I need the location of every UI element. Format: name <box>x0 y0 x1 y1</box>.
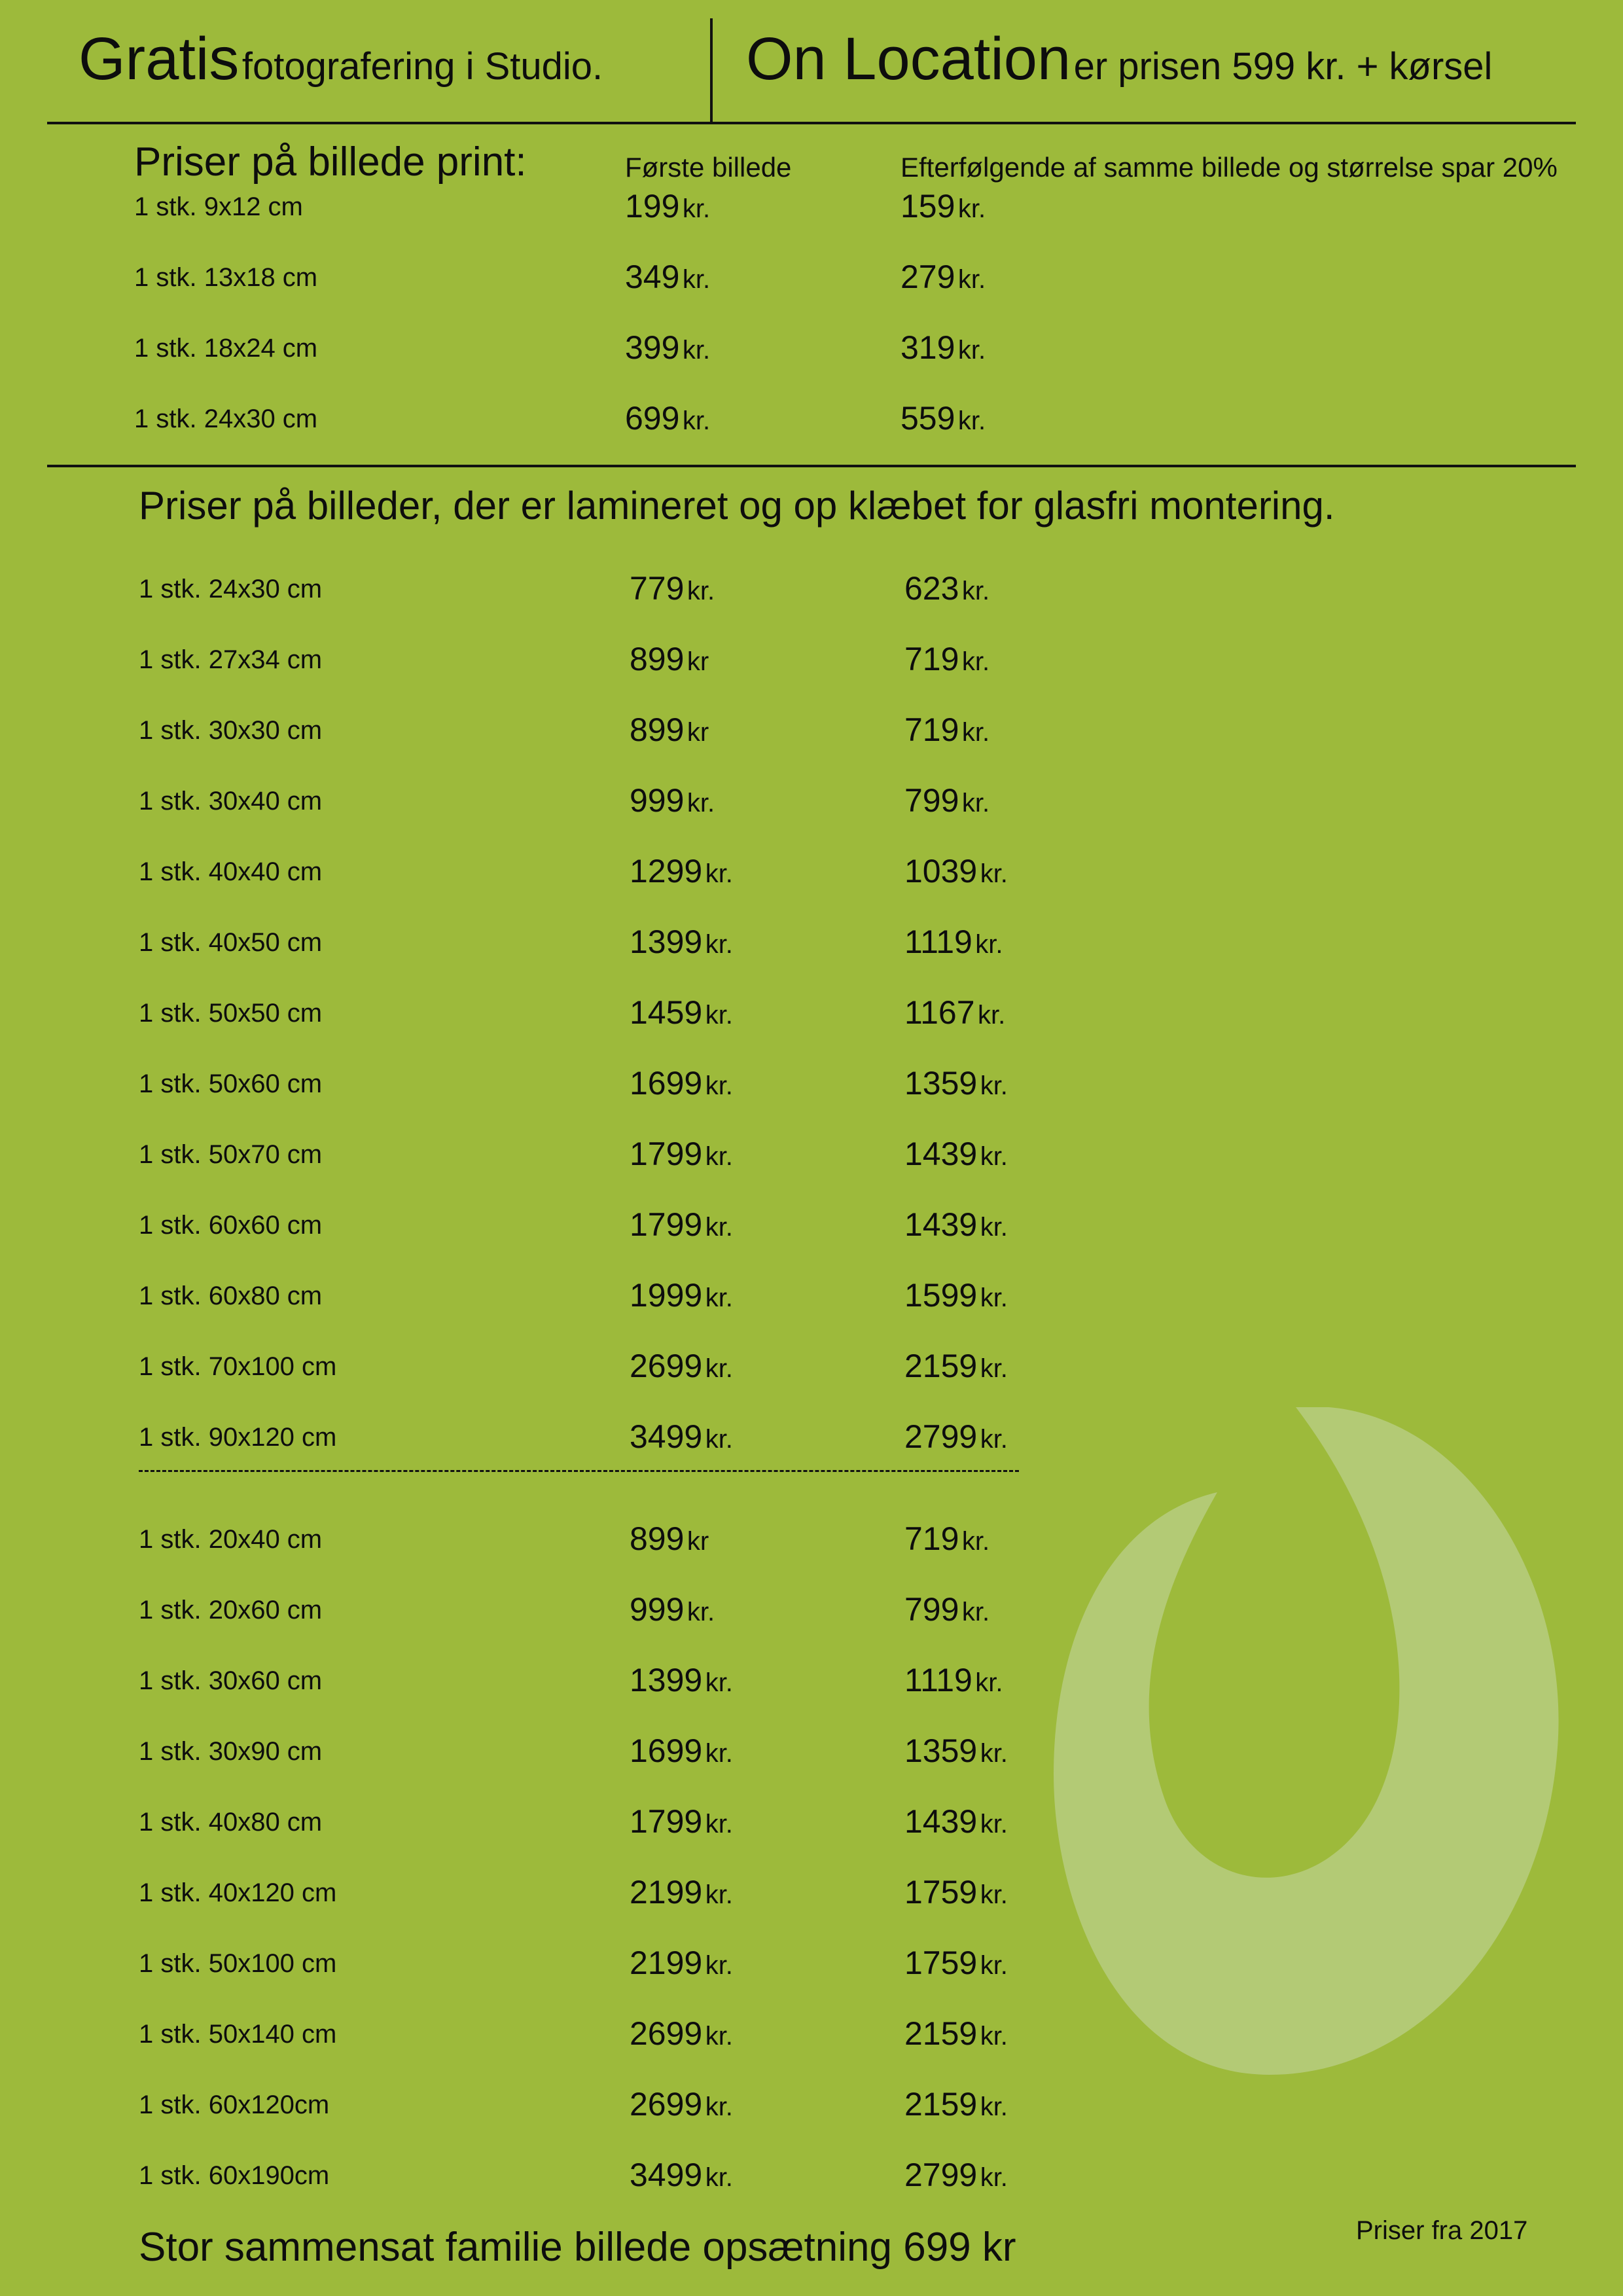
price-value: 399 <box>625 329 680 366</box>
price-unit: kr. <box>961 1527 990 1556</box>
price-value: 1459 <box>630 994 703 1031</box>
row-price-next <box>904 1135 1008 1173</box>
price-value: 1599 <box>904 1277 978 1314</box>
price-unit: kr. <box>705 1071 733 1100</box>
price-value: 719 <box>904 1520 959 1557</box>
price-unit: kr. <box>705 859 733 888</box>
row-size: 1 stk. 60x120cm <box>139 2090 330 2119</box>
price-unit: kr. <box>705 1880 733 1909</box>
footer-title: Stor sammensat familie billede opsætning 699 kr <box>139 2225 1016 2270</box>
price-value: 349 <box>625 259 680 295</box>
row-price-next <box>904 1418 1008 1456</box>
row-price-next <box>904 2015 1008 2053</box>
price-value: 719 <box>904 711 959 748</box>
row-size: 1 stk. 9x12 cm <box>134 192 303 221</box>
price-unit: kr. <box>682 336 711 365</box>
row-size: 1 stk. 50x50 cm <box>139 999 323 1028</box>
price-value: 1359 <box>904 1732 978 1769</box>
price-value: 623 <box>904 570 959 607</box>
row-price-first <box>630 1590 715 1628</box>
row-size: 1 stk. 30x60 cm <box>139 1666 323 1695</box>
price-value: 1759 <box>904 1874 978 1910</box>
price-value: 1439 <box>904 1206 978 1243</box>
row-price-first <box>630 1064 733 1102</box>
price-value: 199 <box>625 188 680 224</box>
price-unit: kr <box>687 1527 709 1556</box>
price-value: 699 <box>625 400 680 437</box>
price-value: 1299 <box>630 853 703 889</box>
dashed-separator <box>139 1470 1019 1472</box>
header-studio-big: Gratis <box>79 26 240 92</box>
price-value: 899 <box>630 711 685 748</box>
price-value: 2699 <box>630 2086 703 2123</box>
row-size: 1 stk. 40x40 cm <box>139 857 323 886</box>
price-value: 999 <box>630 1591 685 1628</box>
row-price-next <box>904 1590 990 1628</box>
price-unit: kr. <box>980 859 1008 888</box>
price-value: 1759 <box>904 1945 978 1981</box>
price-unit: kr. <box>705 1213 733 1242</box>
price-unit: kr. <box>977 1001 1006 1030</box>
logo-swirl <box>1054 1407 1571 2081</box>
price-value: 1399 <box>630 924 703 960</box>
footer-note: Priser fra 2017 <box>1356 2216 1528 2245</box>
price-value: 1439 <box>904 1136 978 1172</box>
row-price-first <box>630 923 733 961</box>
price-unit: kr. <box>980 1951 1008 1980</box>
price-unit: kr. <box>705 930 733 959</box>
price-value: 279 <box>901 259 955 295</box>
row-price-first <box>630 1135 733 1173</box>
price-unit: kr. <box>975 930 1003 959</box>
price-value: 1799 <box>630 1803 703 1840</box>
row-price-next <box>904 1732 1008 1770</box>
header-location-big: On Location <box>746 26 1071 92</box>
price-value: 719 <box>904 641 959 677</box>
price-unit: kr. <box>705 2163 733 2192</box>
row-price-first <box>630 1520 709 1558</box>
price-value: 1699 <box>630 1065 703 1102</box>
price-value: 899 <box>630 641 685 677</box>
price-unit: kr. <box>705 1001 733 1030</box>
price-unit: kr. <box>980 1354 1008 1383</box>
price-value: 1999 <box>630 1277 703 1314</box>
row-size: 1 stk. 60x80 cm <box>139 1282 323 1310</box>
price-unit: kr. <box>705 1739 733 1768</box>
row-size: 1 stk. 70x100 cm <box>139 1352 337 1381</box>
price-value: 1399 <box>630 1662 703 1698</box>
row-size: 1 stk. 24x30 cm <box>139 575 323 603</box>
row-price-first <box>630 1732 733 1770</box>
price-value: 1699 <box>630 1732 703 1769</box>
price-unit: kr. <box>705 1951 733 1980</box>
price-value: 2199 <box>630 1874 703 1910</box>
price-unit: kr. <box>980 1425 1008 1454</box>
row-size: 1 stk. 60x60 cm <box>139 1211 323 1240</box>
row-price-next <box>904 923 1003 961</box>
row-price-next <box>904 2156 1008 2194</box>
price-unit: kr. <box>980 2092 1008 2121</box>
row-price-next <box>904 1803 1008 1840</box>
price-unit: kr. <box>687 577 715 605</box>
price-value: 899 <box>630 1520 685 1557</box>
row-price-first <box>630 711 709 749</box>
row-price-first <box>630 1276 733 1314</box>
row-size: 1 stk. 40x50 cm <box>139 928 323 957</box>
price-unit: kr <box>687 718 709 747</box>
price-value: 319 <box>901 329 955 366</box>
row-price-first <box>630 2156 733 2194</box>
price-unit: kr. <box>682 194 711 223</box>
row-size: 1 stk. 24x30 cm <box>134 404 318 433</box>
price-value: 1439 <box>904 1803 978 1840</box>
row-size: 1 stk. 30x40 cm <box>139 787 323 816</box>
row-size: 1 stk. 40x120 cm <box>139 1878 337 1907</box>
row-size: 1 stk. 13x18 cm <box>134 263 318 292</box>
header-divider <box>710 18 713 123</box>
price-unit: kr. <box>961 718 990 747</box>
price-unit: kr. <box>957 336 986 365</box>
price-unit: kr. <box>980 1880 1008 1909</box>
price-value: 799 <box>904 1591 959 1628</box>
price-unit: kr. <box>975 1668 1003 1697</box>
row-size: 1 stk. 40x80 cm <box>139 1808 323 1837</box>
row-size: 1 stk. 60x190cm <box>139 2161 330 2190</box>
price-unit: kr. <box>682 265 711 294</box>
row-price-next <box>904 994 1005 1031</box>
row-price-first <box>630 2085 733 2123</box>
price-value: 1119 <box>904 1662 972 1698</box>
price-value: 3499 <box>630 1418 703 1455</box>
row-price-first <box>625 258 710 296</box>
price-value: 2159 <box>904 2086 978 2123</box>
price-value: 2699 <box>630 2015 703 2052</box>
prints-title: Priser på billede print: <box>134 139 527 185</box>
price-unit: kr. <box>961 577 990 605</box>
price-value: 3499 <box>630 2157 703 2193</box>
row-price-first <box>630 1661 733 1699</box>
price-value: 2159 <box>904 2015 978 2052</box>
row-price-next <box>904 781 990 819</box>
price-value: 2159 <box>904 1348 978 1384</box>
header-location-small: er prisen 599 kr. + kørsel <box>1073 45 1493 88</box>
row-price-first <box>630 1944 733 1982</box>
header-rule <box>47 122 1576 124</box>
price-unit: kr. <box>705 1810 733 1839</box>
row-price-first <box>630 1206 733 1244</box>
row-price-next <box>904 852 1008 890</box>
price-unit: kr. <box>980 1810 1008 1839</box>
row-size: 1 stk. 20x40 cm <box>139 1525 323 1554</box>
col-header-first: Første billede <box>625 152 792 183</box>
header-studio <box>79 25 603 94</box>
price-unit: kr. <box>705 1668 733 1697</box>
price-value: 1359 <box>904 1065 978 1102</box>
price-unit: kr. <box>957 265 986 294</box>
price-unit: kr. <box>980 1071 1008 1100</box>
price-unit: kr. <box>687 1598 715 1626</box>
row-size: 1 stk. 50x140 cm <box>139 2020 337 2049</box>
row-price-first <box>630 569 715 607</box>
price-unit: kr. <box>961 647 990 676</box>
price-unit: kr. <box>687 789 715 817</box>
row-price-first <box>630 781 715 819</box>
row-price-first <box>630 1418 733 1456</box>
row-price-first <box>630 640 709 678</box>
laminated-title: Priser på billeder, der er lamineret og op klæbet for glasfri montering. <box>139 484 1335 528</box>
price-unit: kr. <box>705 1283 733 1312</box>
row-price-next <box>904 640 990 678</box>
price-unit: kr. <box>682 406 711 435</box>
row-price-first <box>625 399 710 437</box>
price-value: 799 <box>904 782 959 819</box>
header-studio-small: fotografering i Studio. <box>241 45 603 88</box>
col-header-next: Efterfølgende af samme billede og størrelse spar 20% <box>901 152 1558 183</box>
logo-shape <box>1054 1407 1559 2075</box>
row-price-first <box>625 329 710 367</box>
row-price-next <box>904 569 990 607</box>
price-value: 2199 <box>630 1945 703 1981</box>
row-price-next <box>901 399 986 437</box>
row-price-first <box>630 994 733 1031</box>
price-value: 559 <box>901 400 955 437</box>
price-unit: kr. <box>705 2092 733 2121</box>
row-price-first <box>630 852 733 890</box>
row-size: 1 stk. 20x60 cm <box>139 1596 323 1624</box>
price-value: 1799 <box>630 1136 703 1172</box>
row-price-first <box>625 187 710 225</box>
row-price-next <box>901 329 986 367</box>
price-value: 1799 <box>630 1206 703 1243</box>
row-price-first <box>630 1347 733 1385</box>
row-price-first <box>630 1873 733 1911</box>
row-price-next <box>904 711 990 749</box>
price-unit: kr. <box>980 2022 1008 2051</box>
price-unit: kr. <box>980 1739 1008 1768</box>
price-unit: kr <box>687 647 709 676</box>
price-value: 2799 <box>904 2157 978 2193</box>
row-size: 1 stk. 18x24 cm <box>134 334 318 363</box>
price-value: 999 <box>630 782 685 819</box>
row-price-next <box>904 1944 1008 1982</box>
row-size: 1 stk. 50x70 cm <box>139 1140 323 1169</box>
price-unit: kr. <box>980 1213 1008 1242</box>
row-price-next <box>901 258 986 296</box>
price-value: 2799 <box>904 1418 978 1455</box>
row-size: 1 stk. 50x100 cm <box>139 1949 337 1978</box>
price-unit: kr. <box>961 1598 990 1626</box>
row-price-next <box>904 1873 1008 1911</box>
price-unit: kr. <box>957 194 986 223</box>
row-price-first <box>630 1803 733 1840</box>
price-unit: kr. <box>980 2163 1008 2192</box>
row-size: 1 stk. 27x34 cm <box>139 645 323 674</box>
row-price-next <box>904 1347 1008 1385</box>
row-price-next <box>904 1520 990 1558</box>
price-unit: kr. <box>980 1283 1008 1312</box>
section-rule <box>47 465 1576 467</box>
price-value: 779 <box>630 570 685 607</box>
price-value: 2699 <box>630 1348 703 1384</box>
row-size: 1 stk. 30x30 cm <box>139 716 323 745</box>
row-size: 1 stk. 90x120 cm <box>139 1423 337 1452</box>
price-value: 159 <box>901 188 955 224</box>
row-price-next <box>904 1276 1008 1314</box>
price-unit: kr. <box>705 1354 733 1383</box>
row-price-first <box>630 2015 733 2053</box>
row-size: 1 stk. 30x90 cm <box>139 1737 323 1766</box>
header-location <box>746 25 1492 94</box>
price-unit: kr. <box>980 1142 1008 1171</box>
price-unit: kr. <box>961 789 990 817</box>
price-unit: kr. <box>705 1142 733 1171</box>
price-value: 1039 <box>904 853 978 889</box>
price-value: 1167 <box>904 994 975 1031</box>
price-unit: kr. <box>705 1425 733 1454</box>
price-unit: kr. <box>705 2022 733 2051</box>
row-price-next <box>901 187 986 225</box>
row-price-next <box>904 1064 1008 1102</box>
row-price-next <box>904 1661 1003 1699</box>
price-unit: kr. <box>957 406 986 435</box>
row-price-next <box>904 2085 1008 2123</box>
price-value: 1119 <box>904 924 972 960</box>
row-size: 1 stk. 50x60 cm <box>139 1069 323 1098</box>
row-price-next <box>904 1206 1008 1244</box>
